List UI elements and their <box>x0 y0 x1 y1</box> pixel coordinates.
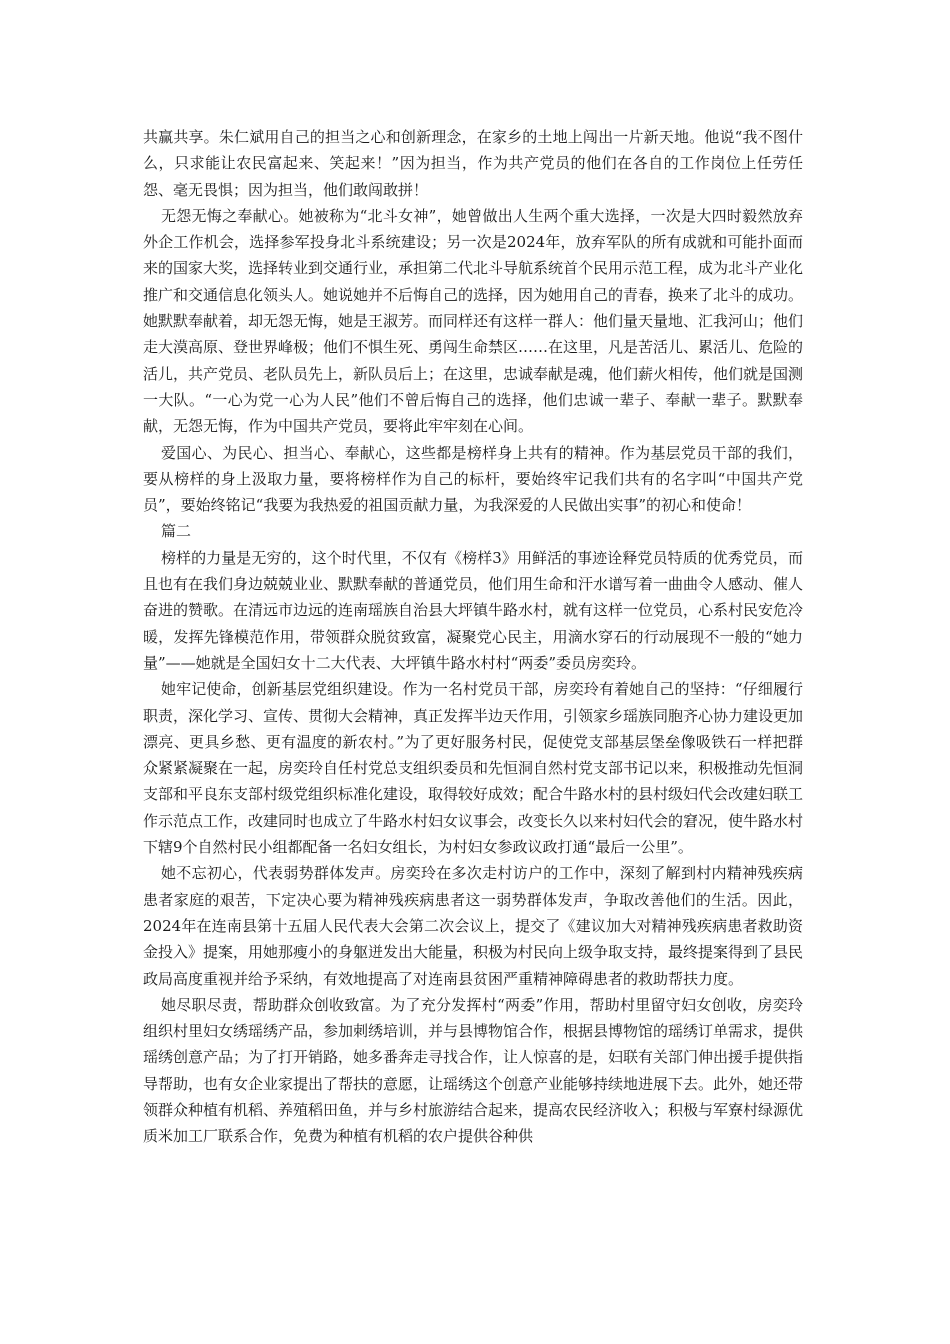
body-paragraph-3: 爱国心、为民心、担当心、奉献心，这些都是榜样身上共有的精神。作为基层党员干部的我们，要从榜样的身上汲取力量，要将榜样作为自己的标杆，要始终牢记我们共有的名字叫“中国共产党员”，要始终铭记“我要为我热爱的祖国贡献力量，为我深爱的人民做出实事”的初心和使命！ <box>143 443 803 515</box>
body-paragraph-2: 无怨无悔之奉献心。她被称为“北斗女神”，她曾做出人生两个重大选择，一次是大四时毅然放弃外企工作机会，选择参军投身北斗系统建设；另一次是2024年，放弃军队的所有成就和可能扑面而来的国家大奖，选择转业到交通行业，承担第二代北斗导航系统首个民用示范工程，成为北斗产业化推广和交通信息化领头人。她说她并不后悔自己的选择，因为她用自己的青春，换来了北斗的成功。她默默奉献着，却无怨无悔，她是王淑芳。而同样还有这样一群人：他们量天量地、汇我河山；他们走大漠高原、登世界峰极；他们不惧生死、勇闯生命禁区……在这里，凡是苦活儿、累活儿、危险的活儿，共产党员、老队员先上，新队员后上；在这里，忠诚奉献是魂，他们薪火相传，他们就是国测一大队。“一心为党一心为人民”他们不曾后悔自己的选择，他们忠诚一辈子、奉献一辈子。默默奉献，无怨无悔，作为中国共产党员，要将此牢牢刻在心间。 <box>143 206 804 436</box>
section-paragraph-1: 榜样的力量是无穷的，这个时代里，不仅有《榜样3》用鲜活的事迹诠释党员特质的优秀党员，而且也有在我们身边兢兢业业、默默奉献的普通党员，他们用生命和汗水谱写着一曲曲令人感动、催人奋进的赞歌。在清远市边远的连南瑶族自治县大坪镇牛路水村，就有这样一位党员，心系村民安危冷暖，发挥先锋模范作用，带领群众脱贫致富，凝聚党心民主，用滴水穿石的行动展现不一般的“她力量”——她就是全国妇女十二大代表、大坪镇牛路水村村“两委”委员房奕玲。 <box>143 548 804 672</box>
section-title: 篇二 <box>161 522 192 541</box>
section-paragraph-2: 她牢记使命，创新基层党组织建设。作为一名村党员干部，房奕玲有着她自己的坚持：“仔细履行职责，深化学习、宣传、贯彻大会精神，真正发挥半边天作用，引领家乡瑶族同胞齐心协力建设更加漂亮、更具乡愁、更有温度的新农村。”为了更好服务村民，促使党支部基层堡垒像吸铁石一样把群众紧紧凝聚在一起，房奕玲自任村党总支组织委员和先恒洞自然村党支部书记以来，积极推动先恒洞支部和平良东支部村级党组织标准化建设，取得较好成效；配合牛路水村的县村级妇代会改建妇联工作示范点工作，改建同时也成立了牛路水村妇女议事会，改变长久以来村妇代会的窘况，使牛路水村下辖9个自然村民小组都配备一名妇女组长，为村妇女参政议政打通“最后一公里”。 <box>143 680 804 857</box>
body-paragraph-1: 共赢共享。朱仁斌用自己的担当之心和创新理念，在家乡的土地上闯出一片新天地。他说“我不图什么，只求能让农民富起来、笑起来！”因为担当，作为共产党员的他们在各自的工作岗位上任劳任怨、毫无畏惧；因为担当，他们敢闯敢拼！ <box>143 128 803 199</box>
section-paragraph-4: 她尽职尽责，帮助群众创收致富。为了充分发挥村“两委”作用，帮助村里留守妇女创收，房奕玲组织村里妇女绣瑶绣产品，参加刺绣培训，并与县博物馆合作，根据县博物馆的瑶绣订单需求，提供瑶绣创意产品；为了打开销路，她多番奔走寻找合作，让人惊喜的是，妇联有关部门伸出援手提供指导帮助，也有女企业家提出了帮扶的意愿，让瑶绣这个创意产业能够持续地进展下去。此外，她还带领群众种植有机稻、养殖稻田鱼，并与乡村旅游结合起来，提高农民经济收入；积极与军寮村绿源优质米加工厂联系合作，免费为种植有机稻的农户提供谷种供 <box>143 995 804 1146</box>
section-paragraph-3: 她不忘初心，代表弱势群体发声。房奕玲在多次走村访户的工作中，深刻了解到村内精神残疾病患者家庭的艰苦，下定决心要为精神残疾病患者这一弱势群体发声，争取改善他们的生活。因此，2024年在连南县第十五届人民代表大会第二次会议上，提交了《建议加大对精神残疾病患者救助资金投入》提案，用她那瘦小的身躯迸发出大能量，积极为村民向上级争取支持，最终提案得到了县民政局高度重视并给予采纳，有效地提高了对连南县贫困严重精神障碍患者的救助帮扶力度。 <box>143 864 804 988</box>
document-page <box>143 124 803 1150</box>
